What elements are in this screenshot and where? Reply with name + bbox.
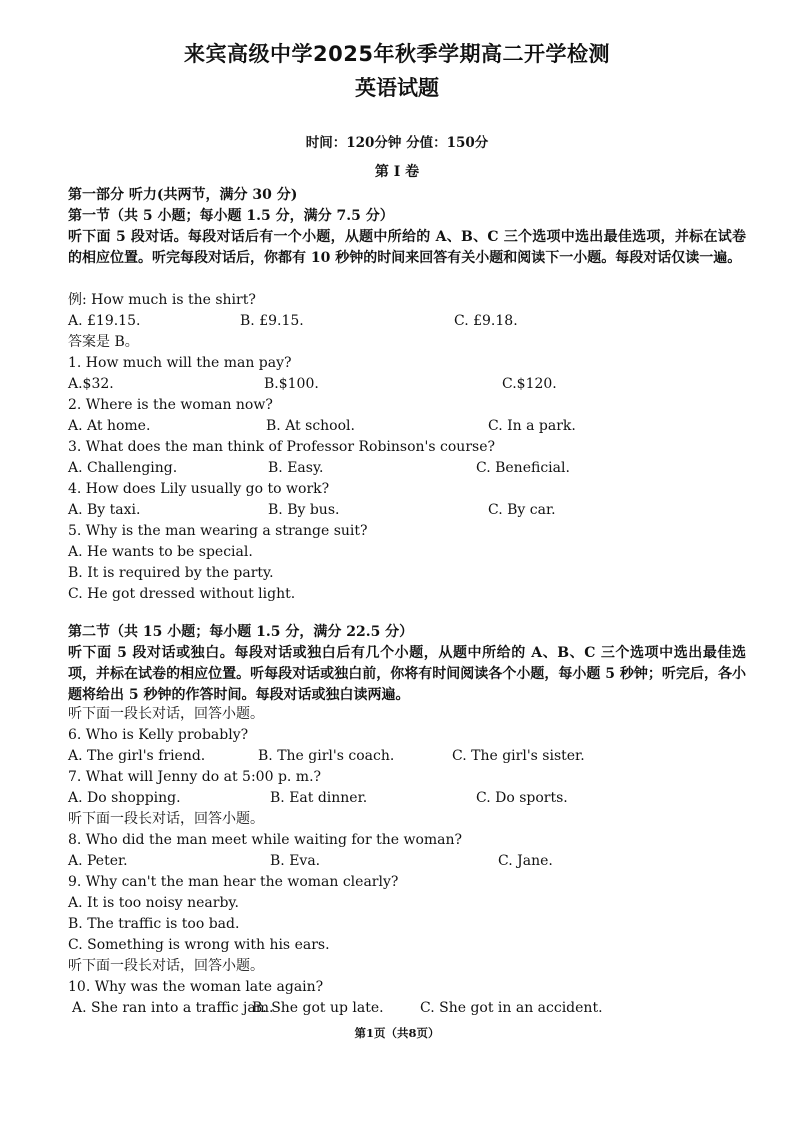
exam-meta: 时间：120分钟 分值：150分 [305, 135, 489, 151]
question-3: 3. What does the man think of Professor Robinson's course? [68, 439, 495, 455]
exam-title: 来宾高级中学2025年秋季学期高二开学检测 [184, 42, 610, 66]
option-a: A.$32. [68, 376, 114, 392]
option-b: B. At school. [266, 418, 355, 434]
option-a: A. £19.15. [68, 313, 141, 329]
question-5-option-b: B. It is required by the party. [68, 565, 274, 581]
option-c: C. In a park. [488, 418, 576, 434]
option-a: A. Challenging. [68, 460, 178, 476]
question-3-options [68, 458, 768, 478]
option-a: A. Peter. [68, 853, 128, 869]
question-7-options [68, 788, 768, 808]
question-5-option-c: C. He got dressed without light. [68, 586, 296, 602]
option-b: B. Eva. [270, 853, 321, 869]
option-c: C. She got in an accident. [420, 1000, 603, 1016]
option-a: A. She ran into a traffic jam. [72, 1000, 274, 1016]
option-c: C. Jane. [498, 853, 553, 869]
page-footer: 第1页（共8页） [354, 1026, 440, 1040]
question-4-options [68, 500, 768, 520]
option-c: C. Beneficial. [476, 460, 570, 476]
listening-prompt: 听下面一段长对话，回答小题。 [68, 706, 264, 722]
option-b: B. Easy. [268, 460, 324, 476]
section1-heading: 第一节（共 5 小题；每小题 1.5 分，满分 7.5 分） [68, 208, 394, 224]
question-10: 10. Why was the woman late again? [68, 979, 324, 995]
option-b: B. The girl's coach. [258, 748, 395, 764]
question-9-option-a: A. It is too noisy nearby. [68, 895, 239, 911]
question-7: 7. What will Jenny do at 5:00 p. m.? [68, 769, 322, 785]
question-1-options [68, 374, 768, 394]
question-2-options [68, 416, 768, 436]
part1-heading: 第一部分 听力(共两节，满分 30 分) [68, 187, 298, 203]
option-a: A. The girl's friend. [68, 748, 206, 764]
option-b: B. Eat dinner. [270, 790, 368, 806]
listening-prompt: 听下面一段长对话，回答小题。 [68, 958, 264, 974]
option-c: C. The girl's sister. [452, 748, 585, 764]
question-9-option-c: C. Something is wrong with his ears. [68, 937, 330, 953]
volume-label: 第 I 卷 [374, 164, 420, 180]
question-8: 8. Who did the man meet while waiting for the woman? [68, 832, 463, 848]
question-9-option-b: B. The traffic is too bad. [68, 916, 240, 932]
section1-instructions: 听下面 5 段对话。每段对话后有一个小题，从题中所给的 A、B、C 三个选项中选出最佳选项，并标在试卷的相应位置。听完每段对话后，你都有 10 秒钟的时间来回答有关小题和阅读下一小题。每段对话仅读一遍。 [68, 229, 746, 266]
example-answer: 答案是 B。 [68, 334, 139, 350]
question-9: 9. Why can't the man hear the woman clearly? [68, 874, 399, 890]
question-6-options [68, 746, 768, 766]
example-question: 例: How much is the shirt? [68, 292, 256, 308]
question-5: 5. Why is the man wearing a strange suit? [68, 523, 368, 539]
question-2: 2. Where is the woman now? [68, 397, 273, 413]
question-6: 6. Who is Kelly probably? [68, 727, 249, 743]
option-b: B. She got up late. [252, 1000, 384, 1016]
option-a: A. By taxi. [68, 502, 141, 518]
option-b: B.$100. [264, 376, 319, 392]
option-a: A. At home. [68, 418, 151, 434]
option-c: C. Do sports. [476, 790, 568, 806]
question-10-options [68, 998, 768, 1018]
question-4: 4. How does Lily usually go to work? [68, 481, 330, 497]
section2-instructions: 听下面 5 段对话或独白。每段对话或独白后有几个小题，从题中所给的 A、B、C 三个选项中选出最佳选项，并标在试卷的相应位置。听每段对话或独白前，你将有时间阅读各个小题，每小题 5 秒钟；听完后，各小题将给出 5 秒钟的作答时间。每段对话或独白读两遍。 [68, 645, 746, 703]
question-1: 1. How much will the man pay? [68, 355, 292, 371]
option-b: B. £9.15. [240, 313, 304, 329]
option-c: C. £9.18. [454, 313, 518, 329]
option-c: C. By car. [488, 502, 556, 518]
example-options [68, 311, 768, 331]
option-a: A. Do shopping. [68, 790, 181, 806]
option-c: C.$120. [502, 376, 557, 392]
listening-prompt: 听下面一段长对话，回答小题。 [68, 811, 264, 827]
question-8-options [68, 851, 768, 871]
question-5-option-a: A. He wants to be special. [68, 544, 253, 560]
exam-subtitle: 英语试题 [355, 76, 439, 100]
section2-heading: 第二节（共 15 小题；每小题 1.5 分，满分 22.5 分） [68, 624, 414, 640]
option-b: B. By bus. [268, 502, 340, 518]
